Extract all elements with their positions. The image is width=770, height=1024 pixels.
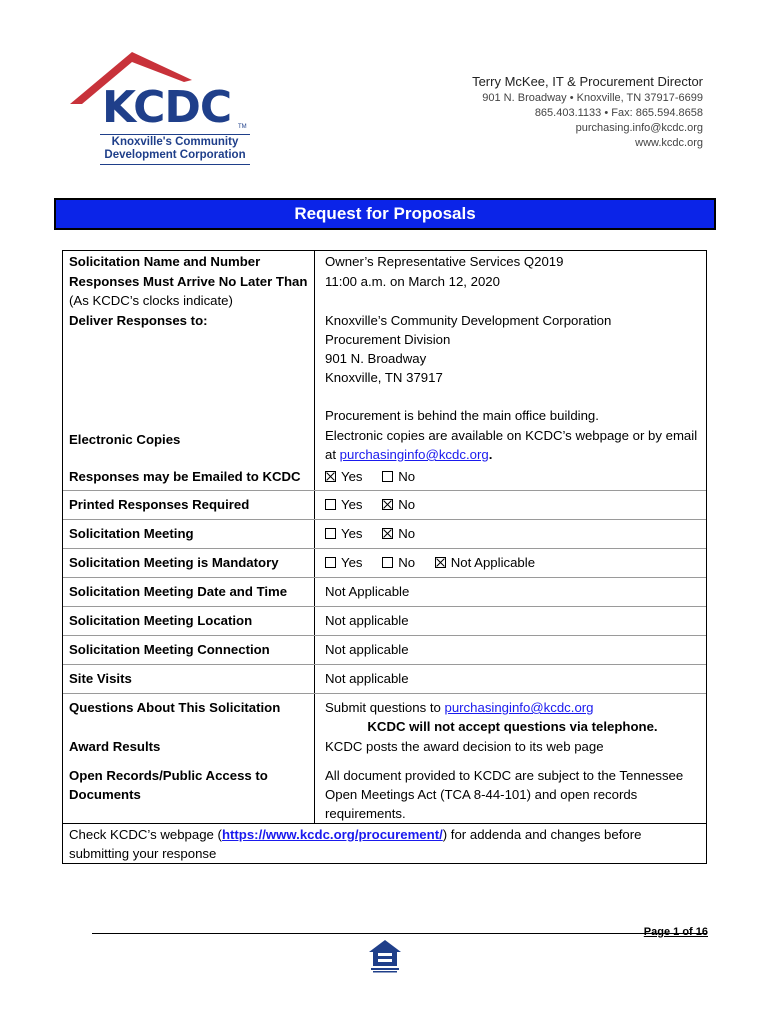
table-row xyxy=(63,756,706,824)
row-label: Electronic Copies xyxy=(63,425,315,464)
checkbox-checked[interactable] xyxy=(325,471,336,482)
row-label: Deliver Responses to: xyxy=(63,310,315,425)
table-row xyxy=(63,636,706,665)
contact-address: 901 N. Broadway • Knoxville, TN 37917-6699 xyxy=(482,92,703,104)
emailed-yes-option[interactable]: Yes xyxy=(325,467,363,486)
row-value: KCDC posts the award decision to its web page xyxy=(325,739,604,754)
row-label: Solicitation Meeting Location xyxy=(63,607,315,635)
checkbox-checked[interactable] xyxy=(382,499,393,510)
checkbox-unchecked[interactable] xyxy=(325,557,336,568)
row-value: Knoxville’s Community Development Corporation Procurement Division 901 N. Broadway Knoxville, TN 37917 Procurement is behind the main office building. xyxy=(325,313,612,423)
row-value: Not applicable xyxy=(325,671,409,686)
webpage-note: Check KCDC’s webpage (https://www.kcdc.org/procurement/) for addenda and changes before submitting your response xyxy=(69,827,642,861)
contact-email[interactable]: purchasing.info@kcdc.org xyxy=(575,122,703,134)
procurement-url-link[interactable]: https://www.kcdc.org/procurement/ xyxy=(221,827,443,842)
email-link[interactable]: purchasinginfo@kcdc.org xyxy=(339,447,489,462)
checkbox-checked[interactable] xyxy=(435,557,446,568)
table-row xyxy=(63,665,706,694)
row-value: Owner’s Representative Services Q2019 xyxy=(325,254,564,269)
page-number: Page 1 of 16 xyxy=(643,926,708,938)
mandatory-yes-option[interactable]: Yes xyxy=(325,553,363,572)
row-label: Site Visits xyxy=(63,665,315,693)
table-row xyxy=(63,251,706,271)
kcdc-logo xyxy=(62,48,262,170)
footer-divider xyxy=(92,933,707,934)
checkbox-unchecked[interactable] xyxy=(325,528,336,539)
contact-phone-fax: 865.403.1133 • Fax: 865.594.8658 xyxy=(534,107,703,119)
table-row xyxy=(63,271,706,310)
row-label: Solicitation Meeting Date and Time xyxy=(63,578,315,606)
page-title: Request for Proposals xyxy=(54,198,716,230)
contact-block xyxy=(472,73,703,151)
meeting-no-option[interactable]: No xyxy=(382,524,415,543)
table-row xyxy=(63,445,706,491)
row-value: Not Applicable xyxy=(325,584,410,599)
rfp-table xyxy=(62,250,707,864)
printed-yes-option[interactable]: Yes xyxy=(325,495,363,514)
row-value xyxy=(315,549,706,577)
mandatory-na-option[interactable]: Not Applicable xyxy=(435,553,535,572)
logo-divider xyxy=(100,134,250,135)
logo-divider-bottom xyxy=(100,164,250,165)
row-value xyxy=(315,520,706,548)
table-row xyxy=(63,520,706,549)
row-value: Submit questions to purchasinginfo@kcdc.org KCDC will not accept questions via telephone. xyxy=(315,694,706,736)
row-label: Open Records/Public Access to Documents xyxy=(63,756,315,823)
row-value xyxy=(315,445,706,490)
row-value: Not applicable xyxy=(325,642,409,657)
row-label: Printed Responses Required xyxy=(63,491,315,519)
checkbox-checked[interactable] xyxy=(382,528,393,539)
row-label: Solicitation Meeting Connection xyxy=(63,636,315,664)
checkbox-unchecked[interactable] xyxy=(382,471,393,482)
table-row xyxy=(63,607,706,636)
logo-subtitle: Knoxville's Community Development Corporation xyxy=(104,136,246,161)
table-row xyxy=(63,694,706,736)
equal-housing-opportunity-icon xyxy=(367,938,403,974)
row-value xyxy=(315,491,706,519)
logo-text: KCDC xyxy=(102,82,232,133)
table-row xyxy=(63,491,706,520)
row-label: Responses Must Arrive No Later Than (As KCDC’s clocks indicate) xyxy=(63,271,315,310)
row-label: Solicitation Meeting is Mandatory xyxy=(63,549,315,577)
row-label: Questions About This Solicitation xyxy=(63,694,315,736)
row-value: 11:00 a.m. on March 12, 2020 xyxy=(325,274,500,289)
row-label: Solicitation Name and Number xyxy=(63,251,315,271)
table-row xyxy=(63,736,706,756)
director-name: Terry McKee, IT & Procurement Director xyxy=(472,74,703,89)
mandatory-no-option[interactable]: No xyxy=(382,553,415,572)
table-row xyxy=(63,310,706,425)
row-value: Electronic copies are available on KCDC’s webpage or by email at purchasinginfo@kcdc.org. xyxy=(325,428,698,462)
row-label: Responses may be Emailed to KCDC xyxy=(63,445,315,490)
questions-email-link[interactable]: purchasinginfo@kcdc.org xyxy=(444,700,594,715)
row-value: All document provided to KCDC are subject to the Tennessee Open Meetings Act (TCA 8-44-101) and open records requirements. xyxy=(325,768,684,821)
checkbox-unchecked[interactable] xyxy=(382,557,393,568)
no-telephone-note: KCDC will not accept questions via telephone. xyxy=(367,719,658,734)
row-label: Award Results xyxy=(63,736,315,756)
emailed-no-option[interactable]: No xyxy=(382,467,415,486)
printed-no-option[interactable]: No xyxy=(382,495,415,514)
checkbox-unchecked[interactable] xyxy=(325,499,336,510)
table-row xyxy=(63,549,706,578)
row-label: Solicitation Meeting xyxy=(63,520,315,548)
table-row xyxy=(63,824,706,863)
row-value: Not applicable xyxy=(325,613,409,628)
meeting-yes-option[interactable]: Yes xyxy=(325,524,363,543)
contact-website[interactable]: www.kcdc.org xyxy=(635,137,703,149)
logo-trademark: TM xyxy=(238,124,247,130)
table-row xyxy=(63,578,706,607)
